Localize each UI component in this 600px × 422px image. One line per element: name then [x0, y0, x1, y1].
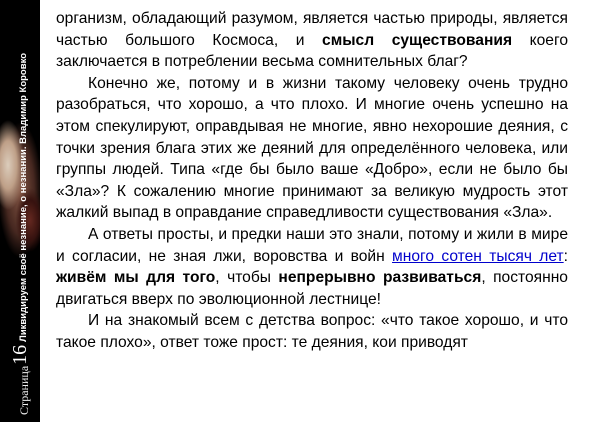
sidebar-header-text	[9, 52, 40, 415]
page-label: Страница	[17, 365, 31, 415]
hyperlink-many-centuries[interactable]: много сотен тысяч лет	[392, 247, 564, 265]
paragraph-3-colon: :	[563, 247, 568, 265]
page-number: 16	[9, 344, 31, 365]
paragraph-3	[56, 224, 568, 310]
document-title: Ликвидируем своё незнание, о незнании. Владимир Коровко	[18, 52, 30, 342]
paragraph-1-text-a: организм, обладающий разумом, является частью природы, является частью большого Космоса, и	[56, 10, 568, 49]
paragraph-4: И на знакомый всем с детства вопрос: «что такое хорошо, и что такое плохо», ответ тоже прост: те деяния, кои приводят	[56, 312, 568, 351]
paragraph-3-text-c: , постоянно двигаться вверх по эволюционной лестнице!	[56, 269, 568, 308]
paragraph-3-bold-1: живём мы для того	[56, 269, 216, 287]
page-sidebar	[0, 0, 40, 422]
paragraph-2: Конечно же, потому и в жизни такому человеку очень трудно разобраться, что хорошо, а что плохо. И многие очень успешно на этом спекулируют, оправдывая не многие, явно нехорошие деяния, с точки зрения блага этих же деяний для определённого человека, или группы людей. Типа «где бы было ваше «Добро», если не было бы «Зла»? К сожалению многие принимают за великую мудрость этот жалкий выпад в оправдание справедливости существования «Зла».	[56, 74, 568, 222]
paragraph-3-text-b: , чтобы	[215, 269, 279, 287]
paragraph-1	[56, 8, 568, 73]
paragraph-3-text-a: А ответы просты, и предки наши это знали, потому и жили в мире и согласии, не зная лжи, воровства и войн	[56, 225, 568, 265]
paragraph-1-bold: смысл существования	[322, 31, 513, 49]
paragraph-1-text-b: коего заключается в потреблении весьма сомнительных благ?	[56, 31, 569, 71]
paragraph-3-bold-2: непрерывно развиваться	[278, 269, 482, 287]
document-body	[56, 8, 568, 354]
